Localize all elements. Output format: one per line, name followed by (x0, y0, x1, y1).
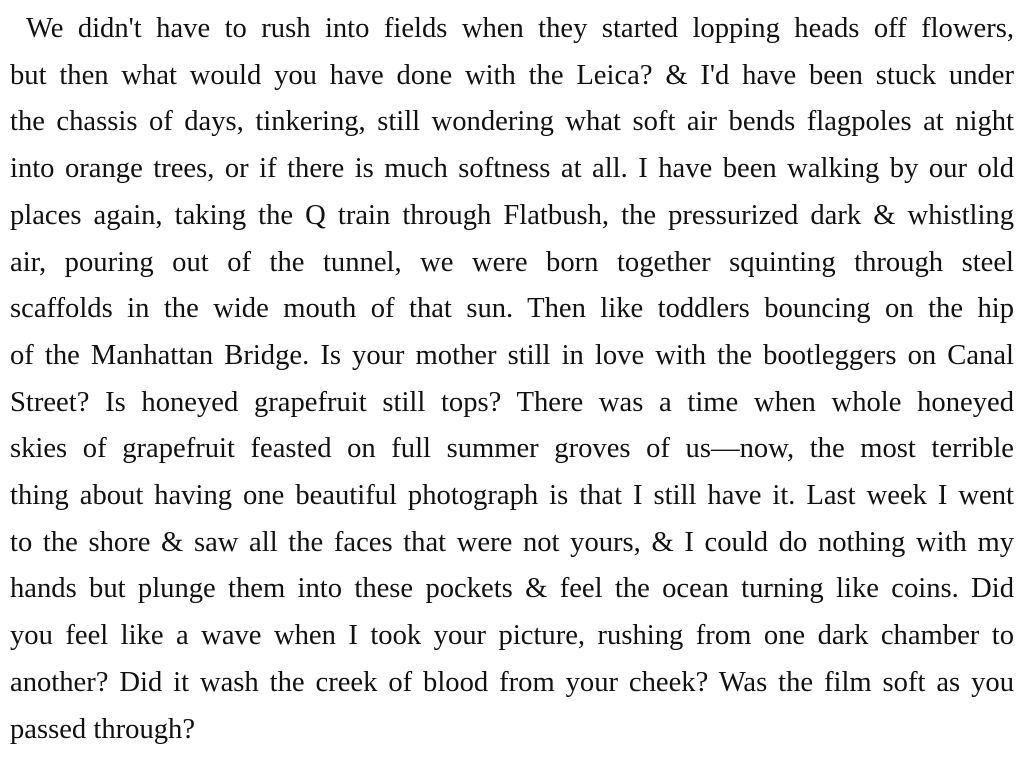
text-line-7: scaffolds in the wide mouth of that sun. Then like toddlers bouncing on the hip (10, 293, 1014, 325)
text-line-15: another? Did it wash the creek of blood from your cheek? Was the film soft as you (10, 666, 1014, 698)
text-line-3: the chassis of days, tinkering, still wondering what soft air bends flagpoles at night (10, 106, 1014, 138)
text-line-6: air, pouring out of the tunnel, we were born together squinting through steel (10, 246, 1014, 278)
prose-poem-paragraph (10, 6, 1014, 753)
text-line-9: Street? Is honeyed grapefruit still tops? There was a time when whole honeyed (10, 386, 1014, 418)
text-line-5: places again, taking the Q train through Flatbush, the pressurized dark & whistling (10, 199, 1014, 231)
text-line-14: you feel like a wave when I took your picture, rushing from one dark chamber to (10, 620, 1014, 652)
text-line-11: thing about having one beautiful photograph is that I still have it. Last week I went (10, 480, 1014, 512)
text-line-1: We didn't have to rush into fields when they started lopping heads off flowers, (26, 13, 1014, 44)
text-line-2: but then what would you have done with the Leica? & I'd have been stuck under (10, 59, 1014, 91)
text-line-13: hands but plunge them into these pockets & feel the ocean turning like coins. Did (10, 573, 1014, 605)
text-line-12: to the shore & saw all the faces that were not yours, & I could do nothing with my (10, 526, 1014, 558)
text-line-10: skies of grapefruit feasted on full summer groves of us—now, the most terrible (10, 433, 1014, 465)
text-line-8: of the Manhattan Bridge. Is your mother still in love with the bootleggers on Canal (10, 339, 1014, 371)
text-line-4: into orange trees, or if there is much softness at all. I have been walking by our old (10, 153, 1014, 185)
text-line-16: passed through? (10, 713, 196, 745)
